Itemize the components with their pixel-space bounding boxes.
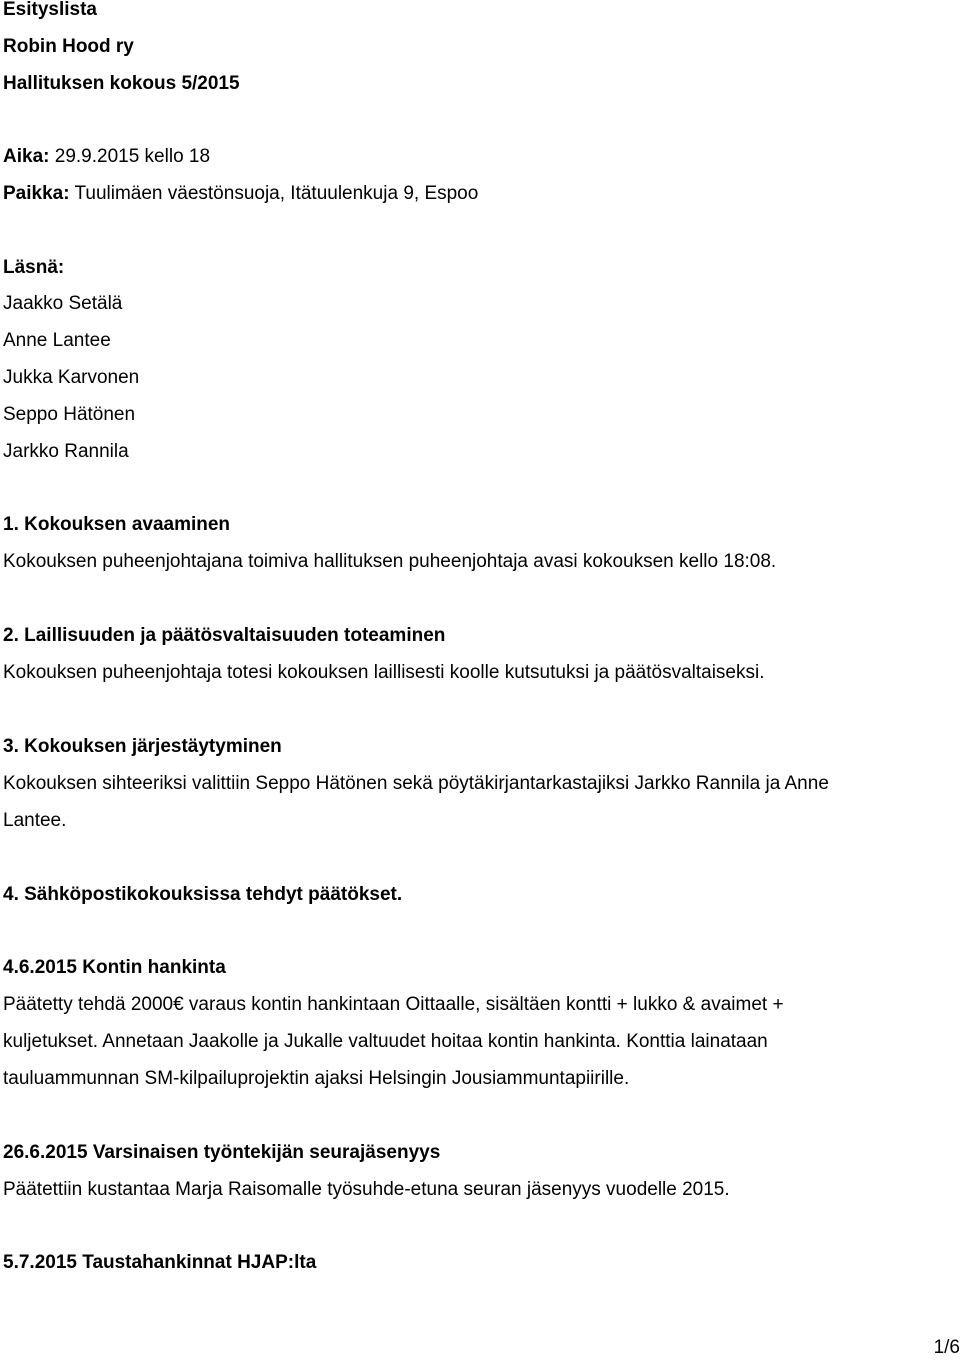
meeting-place [3,182,478,206]
time-value: 29.9.2015 kello 18 [54,146,211,167]
attendees-label: Läsnä: [3,257,65,278]
section-heading: 2. Laillisuuden ja päätösvaltaisuuden toteaminen [3,625,446,646]
decision-heading [3,1251,316,1275]
section-text: Kokouksen puheenjohtajana toimiva hallituksen puheenjohtaja avasi kokouksen kello 18:08. [3,551,777,572]
meeting-name: Hallituksen kokous 5/2015 [3,73,240,94]
decision-title: Varsinaisen työntekijän seurajäsenyys [92,1142,441,1163]
decision-title: Taustahankinnat HJAP:lta [82,1252,317,1273]
attendee-name: Seppo Hätönen [3,404,136,425]
attendee-name: Jarkko Rannila [3,441,129,462]
decision-heading [3,1141,440,1165]
decision-text: kuljetukset. Annetaan Jaakolle ja Jukalle valtuudet hoitaa kontin hankinta. Konttia lainataan [3,1031,768,1052]
time-label: Aika: [3,146,50,167]
section-text: Kokouksen sihteeriksi valittiin Seppo Hätönen sekä pöytäkirjantarkastajiksi Jarkko Rannila ja Anne [3,773,829,794]
decision-text: tauluammunnan SM-kilpailuprojektin ajaksi Helsingin Jousiammuntapiirille. [3,1068,630,1089]
decision-date: 26.6.2015 [3,1142,88,1163]
decision-date: 4.6.2015 [3,957,77,978]
section-heading: 3. Kokouksen järjestäytyminen [3,736,282,757]
decision-title: Kontin hankinta [82,957,226,978]
section-heading: 1. Kokouksen avaaminen [3,514,231,535]
organization-name: Robin Hood ry [3,36,134,57]
place-value: Tuulimäen väestönsuoja, Itätuulenkuja 9, Espoo [74,183,479,204]
meeting-time [3,145,210,169]
document-title: Esityslista [3,0,97,20]
decision-text: Päätetty tehdä 2000€ varaus kontin hankintaan Oittaalle, sisältäen kontti + lukko & avaimet + [3,994,784,1015]
decision-heading [3,956,226,980]
attendee-name: Jukka Karvonen [3,367,140,388]
decision-text: Päätettiin kustantaa Marja Raisomalle työsuhde-etuna seuran jäsenyys vuodelle 2015. [3,1179,730,1200]
section-heading: 4. Sähköpostikokouksissa tehdyt päätökset. [3,884,403,905]
section-text: Kokouksen puheenjohtaja totesi kokouksen laillisesti koolle kutsutuksi ja päätösvaltaiseksi. [3,662,765,683]
place-label: Paikka: [3,183,70,204]
decision-date: 5.7.2015 [3,1252,77,1273]
section-text: Lantee. [3,810,67,831]
attendee-name: Jaakko Setälä [3,293,123,314]
page-number: 1/6 [933,1337,960,1358]
attendee-name: Anne Lantee [3,330,111,351]
